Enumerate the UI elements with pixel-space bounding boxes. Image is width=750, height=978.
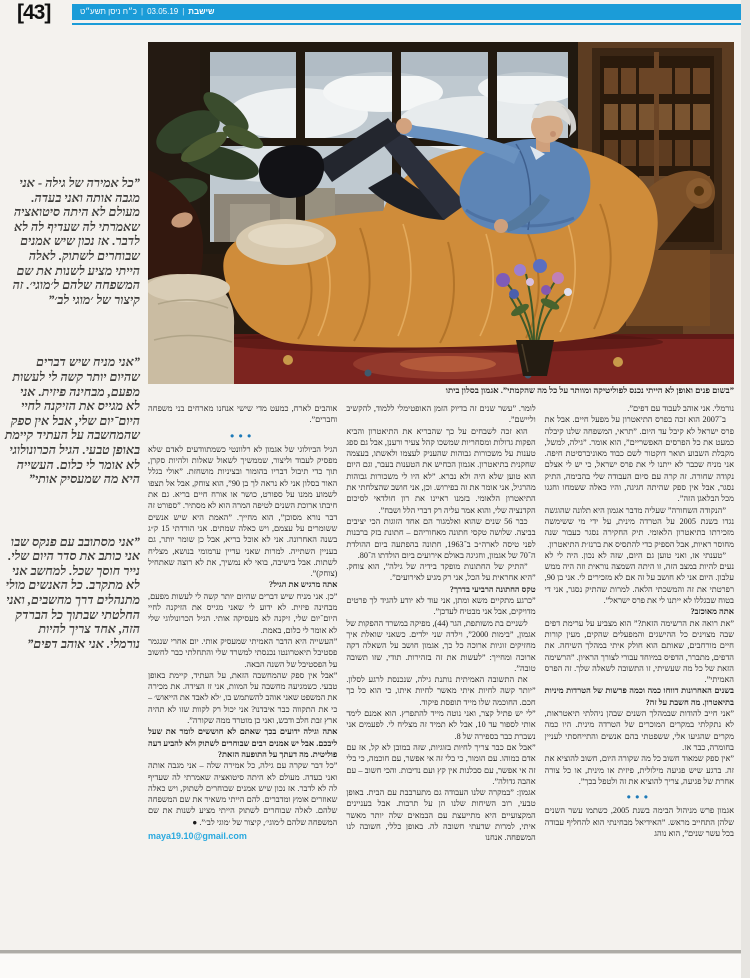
article-paragraph: ”הנקודה השחורה” שעליה מדבר אגמון היא תלונה שהוגשה נגדו בשנת 2005 על הטרדה מינית, על ידי מי ששימשה מזכירתו בתיאטרון הלאומי. תיק החקירה נסגר כעבור שנה מחוסר ראיות, אבל הספיק כדי להתסיס את ברנז׳ת התיאטרון.: [544, 505, 734, 549]
article-paragraph: ”אין ספק שמאוד חשוב כל מה שקורה היום, חשוב להוציא את זה. ברגע שיש פגיעה מילולית, פיזית או מינית, או כל צורה אחרת של פגיעה, צריך להוציא את זה ולטפל בכך”.: [544, 754, 734, 786]
article-paragraph: לשניים בת משותפת, הגר (44), מפיקה במשרד ההפקות של אגמון, ”בימות 2000”, וילדה שני ילדים. כשאני שואלת איך מחזיקים זוגיות ארוכה כל כך, אגמון חושב על השאלה דקה ארוכה ומחייך: ”לעשות את זה בזהירות. תודי, שזו תשובה טובה”.: [346, 618, 536, 673]
section-separator-dots: ●●●: [626, 792, 653, 802]
article-paragraph: אגמון פרש מניהול הבימה בשנת 2005, כשתמו עשר השנים שלהן התחייב מראש. ”האידיאל מבחינתי הוא להחליף עבודה בכל עשר שנים”, הוא נוהג: [544, 806, 734, 838]
article-paragraph: ב־2007 הוא זכה בפרס התיאטרון על מפעל חיים. אבל את פרס ישראל לא קיבל עד היום. ”תראי, המשפחה שלנו קיבלה כמעט את כל הפרסים האפשריים”, הוא אומר. ”גילה, למשל, מקבלת השבוע תואר דוקטור לשם כבוד מאוניברסיטת חיפה. אני מניח שכבר לא ייתנו לי את פרס ישראל, כי יש לי אצלם נקודה שחורה. זה קרה עם סיום העבודה שלי בהבימה, התיק נסגר, אבל אין ספק שהיתה חגיגה, והיו כאלה ששמחו וחגגו מכל הבלאגן הזה”.: [544, 415, 734, 504]
article-column-3: [148, 403, 337, 937]
page-number: [43]: [17, 1, 51, 24]
article-paragraph: אוהבים לארח, כמעט מדי שישי אנחנו מארחים בני משפחה וחברים”.: [148, 404, 338, 425]
article-paragraph: ”אבל אין ספק שהמחשבה הזאת, על העתיד, קיימת באופן טבעי. כשמגיעה מחשבה על המוות, אני זז הצידה. את מכירה את המשפט שאני אוהב להשתמש בו, ׳לא לאבד את הייאוש׳ – כי את התקווה כבר איבדנו? אני יכול רק לקוות שזו לא תהיה ארץ זבת חלב ודבש, ואני כן מוטרד ממה שקורה”.: [148, 670, 338, 726]
article-paragraph: ”כן. אני מניח שיש דברים שהיום יותר קשה לי לעשות מפעם, מבחינה פיזית. לא ידוע לי שאני מגייס את הזיקנה לחיי היום־יום שלי, זיקנה לא מעסיקה אותי. הגיל הכרונולוגי שלי לא אומר לי כלום, באמת.: [148, 591, 338, 635]
header-date: 03.05.19: [147, 7, 179, 16]
section-name: שישבת: [188, 7, 215, 16]
article-paragraph: ”כרגע מתקיים משא ומתן, אני עוד לא יודע להגיד לך פרטים מדויקים, אבל אני מבטיח לעדכן”.: [346, 596, 536, 617]
article-paragraph: ”אני חייב להודות שבמהלך השנים שבהן ניהלתי תיאטראות, לא נתקלתי במקרים המוכרים של הטרדה מינית. היו כמה מקרים שהגיעו אלי, ששפטתי בהם אנשים והתייחסתי לעניין בחומרה, כבר אז.: [544, 709, 734, 752]
page-bottom-margin: [0, 954, 750, 978]
article-paragraph: ”העשייה היא הדבר האמיתי שמעסיק אותי. יום אחרי שנגמר פסטיבל תיאטרונטו נכנסתי למשרד שלי והתחלתי כבר לחשוב על הפסטיבל של השנה הבאה.: [148, 636, 338, 669]
pull-quote-3: ”אני מסתובב עם פנקס שבו אני כותב את סדר היום שלי. נייר חוסך שכל. למחשב אני לא מתקרב. כל האנשים מולי מתנהלים דרך מחשבים, ואני החלטתי שבתוך כל הברדק הזה, אחד צריך להיות נורמלי. אני אוהב דפים”: [5, 534, 140, 651]
hero-photo: [148, 42, 734, 384]
pull-quote-1: ”כל אמירה של גילה - אני מגבה אותה ואני בעדה. מעולם לא היתה סיטואציה שאמרתי לה שעדיף לה לא לדבר. אז נכון שיש אמנים שבוחרים לשתוק. לאלה הייתי מציע לשנות את שם המשפחה שלהם ל׳מוגי׳. זה קיצור של ׳מוגי לב׳”: [12, 176, 140, 307]
article-column-1: [545, 403, 734, 937]
pull-quote-2: ”אני מניח שיש דברים שהיום יותר קשה לי לעשות מפעם, מבחינה פיזית. אני לא מגייס את הזיקנה לחיי היום־יום שלי, אבל אין ספק שהמחשבה על העתיד קיימת באופן טבעי. הגיל הכרונולוגי לא אומר לי כלום. העשייה היא מה שמעסיק אותי”: [4, 355, 140, 487]
author-email-link[interactable]: maya19.10@gmail.com: [148, 830, 247, 841]
header-divider: |: [141, 7, 144, 16]
article-paragraph: ”לי יש פתיל קצר, ואני נוטה מייד להתפרץ. הוא אמנם לימד אותי לספור עד 10, אבל לא תמיד זה מצליח לי. לפעמים אני נשברת כבר בספירה של 8.: [346, 709, 536, 741]
section-header-text: [80, 7, 214, 17]
section-header-bar: [72, 4, 741, 20]
article-paragraph: הוא זכה לשבחים על כך שהבריא את התיאטרון והביא הפקות גדולות ומסחריות שמשכו קהל צעיר ורענן, אבל גם ספג טענות על משכורות גבוהות שהעניק לעצמו ולאשתו, בעצמה שחקנית בתיאטרון. אגמון הכחיש את הטענות בעבר, וגם היום הוא טוען שלא היה ולא נברא. ”לא היו לי משכורות גבוהות מהרגיל, אני אומר את זה בפירוש. וכן, אני חושב שהצלחתי את התיאטרון הלאומי. בזמנו ראיינו את רון חולדאי לסיכום הקדנציה שלי, והוא אמר עליה רק דברי הלל ושבח”.: [346, 426, 536, 515]
article-paragraph: נורמלי. אני אוהב לעבוד עם דפים”.: [627, 404, 734, 413]
interview-question: אתה מאוכזב?: [690, 607, 734, 617]
header-hebrew-date: כ״ח ניסן תשע״ט: [80, 7, 137, 16]
interview-question: טקס החתונה הרביעי בדרך?: [449, 584, 536, 594]
article-paragraph: ”טענתי אז, ואני טוען גם היום, שזה לא נכון. היה לי לא נעים להיות במצב הזה, זו היתה השמצה נוראית וזה היה ממש עלבון. היום אני לא חושב על זה אם לא מזכירים לי. אני בן 90, רפרטתי את זה והמשכתי הלאה. למרות שהתיק נסגר, אני די בטוח שבגללו לא ייתנו לי את פרס ישראל”.: [544, 550, 734, 606]
section-separator-dots: ●●●: [229, 430, 256, 440]
article-paragraph: ”אבל אם כבר צריך לחיות בזוגיות, שזה במובן לא קל, אז עם אדם כמוהו. עם הומור, כי בלי זה אי אפשר, עם חוכמה, כי בלי זה אי אפשר, עם סבלנות אין קץ ועם נדיבות. והכי חשוב – עם אהבה גדולה”.: [346, 742, 536, 786]
page-right-edge: [741, 0, 750, 978]
article-paragraph: כבר 56 שנים שהוא ואלמגור הם אחד הזוגות הכי יציבים בביצה. שלושה טקסי חתונה מאחוריהם – חתונת בזק ברבנות לפני טיסה לארה״ב ב־1963, חתונה בהפתעה ביום ההולדת ה־70 של אגמון, וחגיגה באולם אירועים ביום הולדתו ה־80.: [346, 516, 536, 560]
photo-caption: ”בשום פנים ואופן לא הייתי נכנס לפוליטיקה ומוותר על כל מה שהקמתי”. אגמון בסלון ביתו: [445, 385, 734, 395]
interview-question: אתה וגילה ידועים בכך שאתם לא חוששים לומר את שעל ליבכם. אבל יש אמנים רבים שבוחרים לשתוק ולא להביע דעה פוליטית. מה דעתך על התופעה הזאת?: [148, 727, 338, 759]
article-paragraph: את התשובה האמיתית נותנת גילה, שנכנסת לרגע לסלון. ”יותר קשה לחיות איתי מאשר לחיות איתו, כי הוא כל כך חכם. החוכמה שלו מייד תופסת פיקוד.: [346, 675, 536, 707]
header-divider: |: [182, 7, 185, 16]
pull-quote-column: [0, 176, 146, 699]
header-underline: [72, 23, 741, 25]
living-room-photo-illustration: [148, 42, 734, 384]
interview-question: אתה מרגיש את הגיל?: [268, 580, 338, 590]
interview-question: בשנים האחרונות דווחו כמה וכמה פרשות של הטרדות מיניות בתיאטרון. מה חשבת על זה?: [544, 686, 734, 707]
article-column-2: [346, 403, 535, 937]
article-paragraph: אגמון: ”במקרה שלנו העבודה גם מתערבבת עם הבית. באופן טבעי, רוב השיחות שלנו הן על תרבות. אבל בעניינים המקצועיים היא מתייעצת עם הבמאים שלה יותר מאשר איתי, למרות שדעתי חשובה לה. באופן כללי, חשובה לנו המשפחה. אנחנו: [346, 788, 536, 843]
article-paragraph: ”התיק של החתונות מופקד בידיה של גילה”, הוא צוחק. ”היא אחראית על הכל, אני רק מגיע לאירועים”.: [346, 562, 536, 583]
article-paragraph: ”את רואה את הרשימה הזאת?” הוא מצביע על ערימת דפים שבה מצוינים כל ההישגים והמפעלים שהקים, מעין קורות חיים מורחבים, שאותם הוא חולק איתי במהלך השיחה. את הדפים, מתברר, הדפיס במיוחד עבורי לצורך הראיון. ”הרשימה הזאת של כל מה שעשיתי, זו התשובה לשאלה שלך. זה הפרס האמיתי”.: [544, 618, 734, 685]
article-paragraph: לומר. ”עשר שנים זה בדיוק הזמן האופטימלי ללמוד, להקשיב וליישם”.: [346, 404, 536, 425]
article-body: [148, 403, 734, 937]
article-paragraph: ”כל דבר שקרה עם גילה, כל אמירה שלה – אני מגבה אותה ואני בעדה. מעולם לא היתה סיטואציה שאמרתי לה שעדיף לה לא לדבר. אז נכון שיש אמנים שבוחרים לשתוק, ויש כאלה שאוזרים אומץ ומדברים. להם הייתי משאיר את שם המשפחה שלהם. לאלה שבוחרים לשתוק הייתי מציע לשנות את שם המשפחה שלהם ל׳מוגי׳, קיצור של ׳מוגי לב׳”. ●: [148, 761, 338, 827]
article-paragraph: הגיל הביולוגי של אגמון לא רלוונטי כשמתוודעים לאדם שלא מפסיק לעבוד וליצור, שממשיך לשאול שאלות ולהיות סקרן, תוך כדי תיבול דבריו בהומור ובציניות מושחזת. ”אולי בגלל האור בסלון אני לא נראה לך בן 90”, הוא צוחק, אבל אל תצפו לשמוע ממנו על ספורט, כושר או אורח חיים בריא. גם את חיבתו ארוכת השנים לטיפה המרה הוא לא מסתיר. ”ספורט זה דבר נורא מסוכן”, הוא מחייך. ”האמת היא שיש אנשים ששומרים על עצמם, ויש כאלה שמתים. אני הורדתי 15 ק״ג בשנה האחרונה. אני לא אוכל בריא, אבל כן שומר יותר, גם בעניין השתייה. למרות שאני עדיין ערמומי בנושא, מצליח לשתות. אבל בישיבה, בואי לא נמשיך, את לא רוצה שאתחיל (צוחק)”.: [148, 444, 338, 579]
